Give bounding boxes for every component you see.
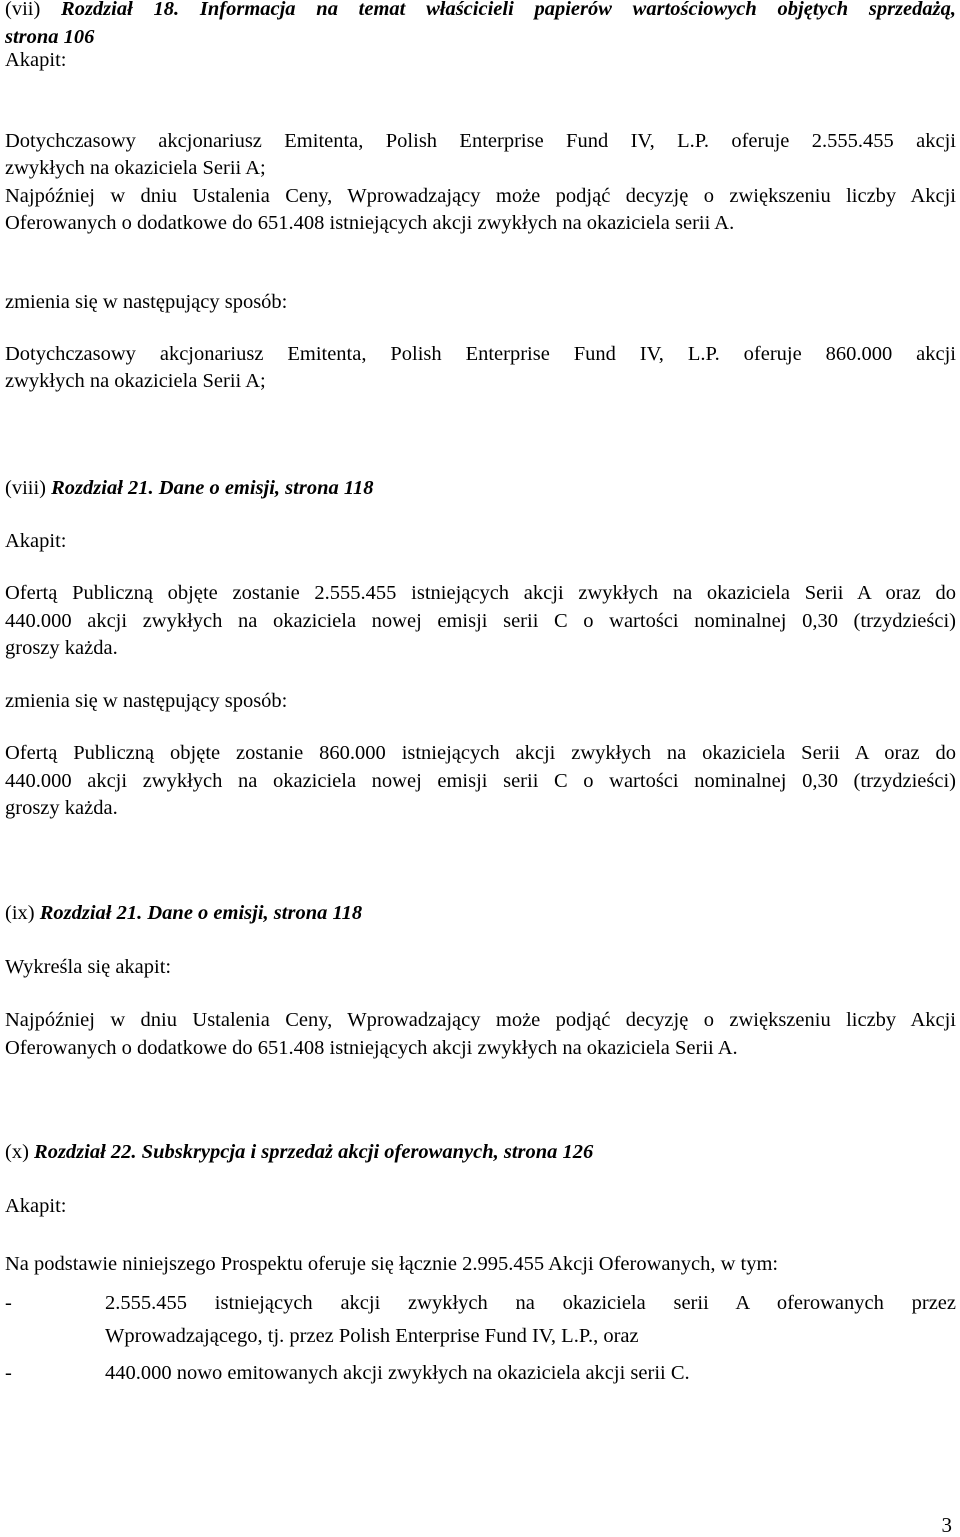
section-vii-old-text-line: Najpóźniej w dniu Ustalenia Ceny, Wprowadzający może podjąć decyzję o zwiększeniu liczby Akcji: [5, 185, 956, 207]
section-vii-heading: (vii) Rozdział 18. Informacja na temat właścicieli papierów wartościowych objętych sprzedażą,: [5, 0, 956, 20]
section-viii-heading: (viii) Rozdział 21. Dane o emisji, strona 118: [5, 477, 374, 499]
section-vii-title-continued: strona 106: [5, 26, 95, 48]
list-bullet-marker: -: [5, 1292, 12, 1314]
section-vii-title: Rozdział 18. Informacja na temat właścicieli papierów wartościowych objętych sprzedażą,: [61, 0, 956, 20]
page-number: 3: [941, 1513, 952, 1537]
section-viii-old-text-line: groszy każda.: [5, 637, 118, 659]
section-ix-text-line: Najpóźniej w dniu Ustalenia Ceny, Wprowadzający może podjąć decyzję o zwiększeniu liczby Akcji: [5, 1009, 956, 1031]
section-vii-change-label: zmienia się w następujący sposób:: [5, 291, 288, 313]
section-x-heading: (x) Rozdział 22. Subskrypcja i sprzedaż akcji oferowanych, strona 126: [5, 1141, 594, 1163]
section-ix-text-line: Oferowanych o dodatkowe do 651.408 istniejących akcji zwykłych na okaziciela Serii A.: [5, 1037, 738, 1059]
section-viii-change-label: zmienia się w następujący sposób:: [5, 690, 288, 712]
section-viii-new-text-line: Ofertą Publiczną objęte zostanie 860.000 istniejących akcji zwykłych na okaziciela Serii A oraz do: [5, 742, 956, 764]
section-x-akapit-label: Akapit:: [5, 1195, 67, 1217]
section-x-title: Rozdział 22. Subskrypcja i sprzedaż akcji oferowanych, strona 126: [34, 1141, 594, 1163]
section-viii-old-text-line: 440.000 akcji zwykłych na okaziciela nowej emisji serii C o wartości nominalnej 0,30 (trzydzieści): [5, 610, 956, 632]
section-viii-title: Rozdział 21. Dane o emisji, strona 118: [51, 477, 374, 499]
section-x-intro: Na podstawie niniejszego Prospektu oferuje się łącznie 2.995.455 Akcji Oferowanych, w tym:: [5, 1253, 779, 1275]
list-item-text-line: 2.555.455 istniejących akcji zwykłych na okaziciela serii A oferowanych przez: [105, 1292, 956, 1314]
section-vii-new-text-line: zwykłych na okaziciela Serii A;: [5, 370, 266, 392]
section-ix-heading: (ix) Rozdział 21. Dane o emisji, strona 118: [5, 902, 363, 924]
section-viii-new-text-line: 440.000 akcji zwykłych na okaziciela nowej emisji serii C o wartości nominalnej 0,30 (trzydzieści): [5, 770, 956, 792]
section-ix-delete-label: Wykreśla się akapit:: [5, 956, 172, 978]
section-viii-old-text-line: Ofertą Publiczną objęte zostanie 2.555.455 istniejących akcji zwykłych na okaziciela Serii A oraz do: [5, 582, 956, 604]
section-vii-old-text-line: zwykłych na okaziciela Serii A;: [5, 157, 266, 179]
list-item-text-line: Wprowadzającego, tj. przez Polish Enterprise Fund IV, L.P., oraz: [105, 1325, 639, 1347]
section-vii-new-text-line: Dotychczasowy akcjonariusz Emitenta, Polish Enterprise Fund IV, L.P. oferuje 860.000 akcji: [5, 343, 956, 365]
section-viii-new-text-line: groszy każda.: [5, 797, 118, 819]
section-vii-akapit-label: Akapit:: [5, 49, 67, 71]
list-bullet-marker: -: [5, 1362, 12, 1384]
section-vii-old-text-line: Dotychczasowy akcjonariusz Emitenta, Polish Enterprise Fund IV, L.P. oferuje 2.555.455 akcji: [5, 130, 956, 152]
section-ix-title: Rozdział 21. Dane o emisji, strona 118: [39, 902, 363, 924]
section-vii-old-text-line: Oferowanych o dodatkowe do 651.408 istniejących akcji zwykłych na okaziciela serii A.: [5, 212, 735, 234]
section-viii-akapit-label: Akapit:: [5, 530, 67, 552]
list-item-text-line: 440.000 nowo emitowanych akcji zwykłych na okaziciela akcji serii C.: [105, 1362, 690, 1384]
